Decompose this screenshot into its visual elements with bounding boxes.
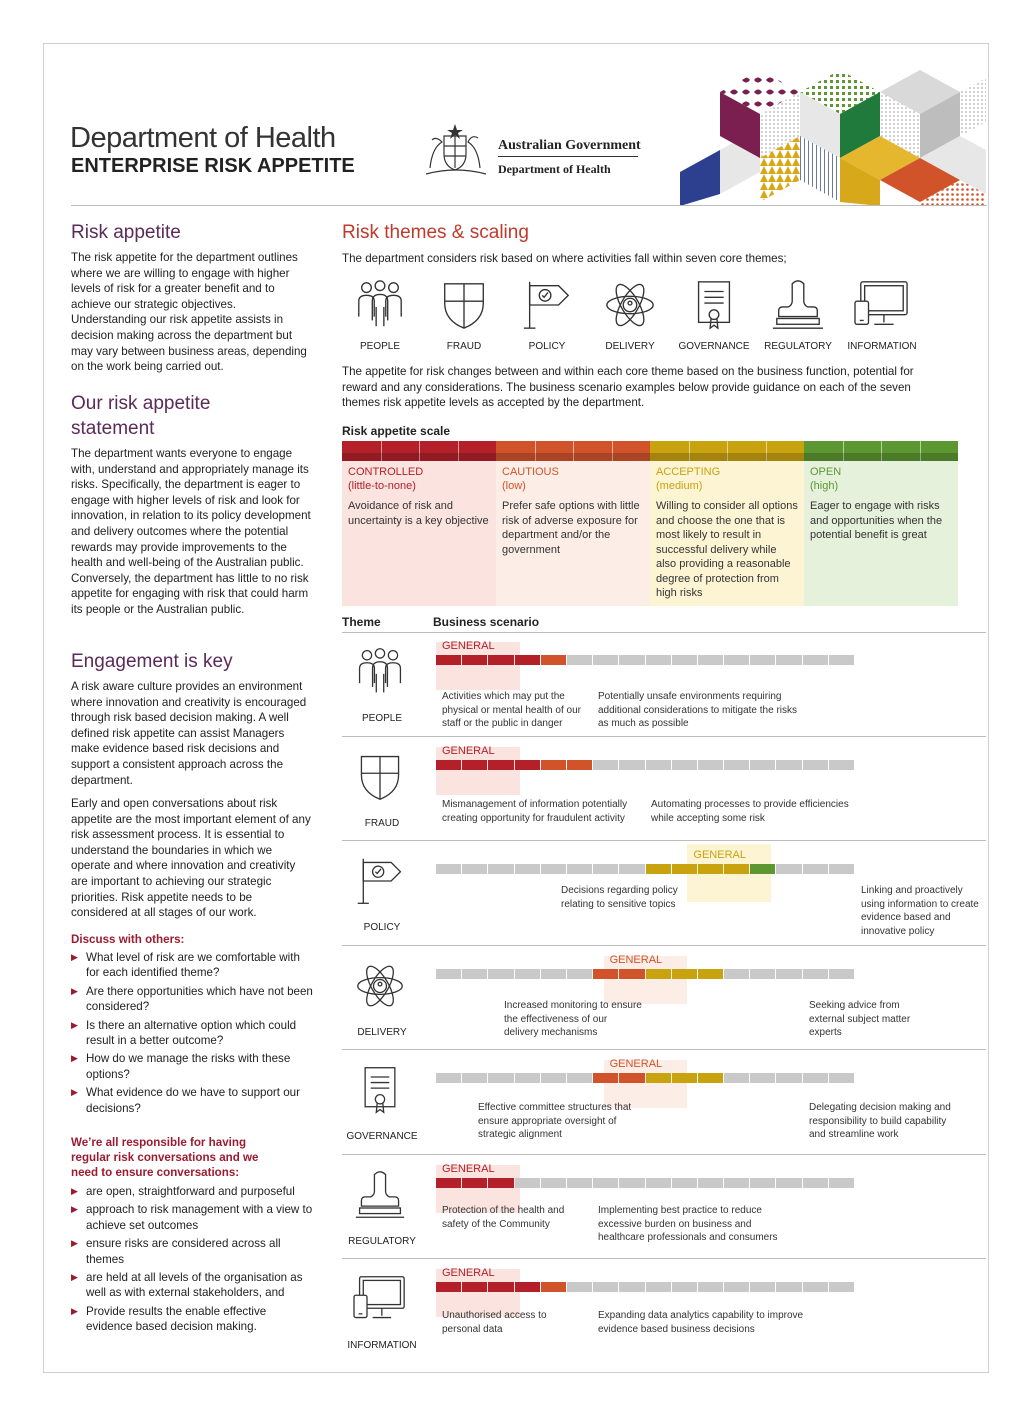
bar-segment bbox=[750, 760, 775, 770]
general-label: GENERAL bbox=[609, 953, 663, 966]
bar-segment bbox=[698, 1282, 723, 1292]
bar-segment bbox=[593, 655, 618, 665]
bar-segment bbox=[829, 969, 854, 979]
bar-segment bbox=[724, 655, 749, 665]
row-divider bbox=[342, 945, 986, 946]
bar-segment bbox=[488, 1282, 513, 1292]
bar-segment bbox=[567, 969, 592, 979]
scale-level-degree: (little-to-none) bbox=[348, 480, 416, 492]
bar-segment bbox=[698, 655, 723, 665]
bar-segment bbox=[646, 760, 671, 770]
people-icon bbox=[350, 278, 410, 332]
shield-icon bbox=[434, 278, 494, 332]
list-item: ▶ are held at all levels of the organisation as well as with external stakeholders, and bbox=[71, 1270, 315, 1301]
scale-bar-controlled bbox=[342, 441, 496, 461]
bar-segment bbox=[750, 655, 775, 665]
bar-segment bbox=[567, 1073, 592, 1083]
theme-label: PEOPLE bbox=[361, 713, 403, 724]
scale-title: Risk appetite scale bbox=[342, 424, 451, 438]
scenario-note: Seeking advice from external subject matter experts bbox=[809, 1000, 911, 1038]
bar-segment bbox=[515, 1282, 540, 1292]
bar-segment bbox=[541, 655, 566, 665]
scale-level-description: Eager to engage with risks and opportunities when the potential benefit is great bbox=[810, 500, 943, 541]
government-department: Department of Health bbox=[498, 162, 611, 176]
bar-segment bbox=[724, 1073, 749, 1083]
discuss-title: Discuss with others: bbox=[71, 933, 185, 946]
scenario-bar bbox=[436, 655, 855, 665]
bar-segment bbox=[619, 969, 644, 979]
bar-segment bbox=[462, 1178, 487, 1188]
scenario-note: Increased monitoring to ensure the effectiveness of our delivery mechanisms bbox=[504, 1000, 642, 1038]
bar-segment bbox=[776, 864, 801, 874]
bar-segment bbox=[515, 1073, 540, 1083]
bar-segment bbox=[829, 1282, 854, 1292]
people-icon bbox=[352, 646, 408, 698]
scale-bar-shade bbox=[496, 453, 650, 461]
bar-segment bbox=[672, 1073, 697, 1083]
scale-level-name: OPEN bbox=[810, 466, 842, 478]
list-item: ▶ approach to risk management with a view to achieve set outcomes bbox=[71, 1202, 315, 1233]
devices-icon bbox=[352, 1273, 408, 1325]
page-title: Department of Health bbox=[70, 122, 336, 154]
theme-label: FRAUD bbox=[446, 341, 482, 352]
list-item: ▶ ensure risks are considered across all themes bbox=[71, 1236, 315, 1267]
scenario-bar bbox=[436, 760, 855, 770]
bar-segment bbox=[829, 1178, 854, 1188]
theme-column-header: Theme bbox=[342, 615, 381, 629]
scenario-note: Effective committee structures that ensure appropriate oversight of strategic alignment bbox=[478, 1102, 632, 1140]
bar-segment bbox=[776, 760, 801, 770]
list-item: ▶ What level of risk are we comfortable with for each identified theme? bbox=[71, 950, 315, 981]
bar-segment bbox=[803, 760, 828, 770]
bar-segment bbox=[462, 655, 487, 665]
scenario-note: Linking and proactively using information to create evidence based and innovative policy bbox=[861, 885, 979, 937]
bar-segment bbox=[488, 864, 513, 874]
bar-segment bbox=[724, 1282, 749, 1292]
bar-segment bbox=[436, 655, 461, 665]
list-item: ▶ are open, straightforward and purposeful bbox=[71, 1184, 315, 1199]
bar-segment bbox=[462, 760, 487, 770]
bar-segment bbox=[593, 1073, 618, 1083]
bar-segment bbox=[646, 864, 671, 874]
bar-segment bbox=[593, 969, 618, 979]
theme-label: PEOPLE bbox=[359, 341, 401, 352]
bar-segment bbox=[515, 969, 540, 979]
bar-segment bbox=[436, 864, 461, 874]
statement-title-line-1: Our risk appetite bbox=[71, 393, 211, 414]
bar-segment bbox=[488, 655, 513, 665]
themes-intro: The department considers risk based on where activities fall within seven core themes; bbox=[342, 252, 787, 265]
bar-segment bbox=[698, 760, 723, 770]
bar-segment bbox=[593, 1282, 618, 1292]
bar-segment bbox=[436, 1178, 461, 1188]
theme-label: FRAUD bbox=[364, 817, 400, 829]
scenario-bar bbox=[436, 864, 855, 874]
bar-segment bbox=[488, 1073, 513, 1083]
bar-segment bbox=[462, 1282, 487, 1292]
bar-segment bbox=[750, 1178, 775, 1188]
bar-segment bbox=[567, 1282, 592, 1292]
bar-segment bbox=[646, 1178, 671, 1188]
scale-bar-shade bbox=[804, 453, 958, 461]
general-label: GENERAL bbox=[442, 744, 495, 757]
bar-segment bbox=[672, 1282, 697, 1292]
theme-label: DELIVERY bbox=[605, 341, 655, 352]
certificate-icon bbox=[352, 1064, 408, 1116]
bar-segment bbox=[541, 1282, 566, 1292]
themes-title: Risk themes & scaling bbox=[342, 222, 529, 243]
scenario-bar bbox=[436, 1282, 855, 1292]
bar-segment bbox=[724, 864, 749, 874]
scenario-note: Unauthorised access to personal data bbox=[442, 1310, 547, 1335]
bar-segment bbox=[698, 864, 723, 874]
bar-segment bbox=[803, 969, 828, 979]
scale-level-degree: (medium) bbox=[656, 480, 703, 492]
theme-label: REGULATORY bbox=[764, 341, 832, 352]
bar-segment bbox=[672, 655, 697, 665]
bar-segment bbox=[750, 969, 775, 979]
scale-level-degree: (high) bbox=[810, 480, 839, 492]
list-item: ▶ What evidence do we have to support our decisions? bbox=[71, 1085, 315, 1116]
theme-label: POLICY bbox=[363, 922, 401, 933]
bar-segment bbox=[803, 1178, 828, 1188]
theme-label: REGULATORY bbox=[348, 1235, 416, 1247]
bar-segment bbox=[567, 864, 592, 874]
scale-column-controlled bbox=[342, 461, 496, 606]
stamp-icon bbox=[768, 278, 828, 332]
row-divider bbox=[342, 736, 986, 737]
bar-segment bbox=[803, 864, 828, 874]
bar-segment bbox=[619, 760, 644, 770]
bar-segment bbox=[541, 1178, 566, 1188]
bar-segment bbox=[436, 760, 461, 770]
atom-icon bbox=[352, 960, 408, 1012]
list-item: ▶ How do we manage the risks with these options? bbox=[71, 1051, 315, 1082]
bar-segment bbox=[619, 655, 644, 665]
stamp-icon bbox=[352, 1169, 408, 1221]
certificate-icon bbox=[684, 278, 744, 332]
scenario-note: Activities which may put the physical or mental health of our staff or the public in danger bbox=[442, 691, 581, 729]
list-item: ▶ Is there an alternative option which could result in a better outcome? bbox=[71, 1018, 315, 1049]
bar-segment bbox=[672, 1178, 697, 1188]
bar-segment bbox=[724, 1178, 749, 1188]
general-label: GENERAL bbox=[442, 1267, 495, 1279]
bar-segment bbox=[619, 1073, 644, 1083]
bar-segment bbox=[436, 1282, 461, 1292]
bar-segment bbox=[515, 760, 540, 770]
scale-level-name: CONTROLLED bbox=[348, 466, 424, 478]
bar-segment bbox=[515, 1178, 540, 1188]
bar-segment bbox=[462, 969, 487, 979]
devices-icon bbox=[852, 278, 912, 332]
bar-segment bbox=[541, 864, 566, 874]
bar-segment bbox=[829, 864, 854, 874]
responsible-list bbox=[71, 1184, 315, 1338]
bar-segment bbox=[776, 655, 801, 665]
bar-segment bbox=[541, 760, 566, 770]
bar-segment bbox=[619, 1178, 644, 1188]
header-divider-line bbox=[342, 632, 986, 633]
bar-segment bbox=[776, 969, 801, 979]
scenario-note: Mismanagement of information potentially creating opportunity for fraudulent activity bbox=[442, 799, 628, 824]
bar-segment bbox=[567, 655, 592, 665]
theme-label: INFORMATION bbox=[847, 341, 917, 352]
row-divider bbox=[342, 1049, 986, 1050]
page-subtitle: ENTERPRISE RISK APPETITE bbox=[71, 155, 355, 177]
scale-level-degree: (low) bbox=[502, 480, 526, 492]
list-item: ▶ Provide results the enable effective evidence based decision making. bbox=[71, 1304, 315, 1335]
list-item: ▶ Are there opportunities which have not been considered? bbox=[71, 984, 315, 1015]
scenario-bar bbox=[436, 969, 855, 979]
scenario-note: Protection of the health and safety of the Community bbox=[442, 1205, 565, 1230]
scenario-note: Delegating decision making and responsibility to build capability and streamline work bbox=[809, 1102, 951, 1140]
scale-level-description: Avoidance of risk and uncertainty is a key objective bbox=[348, 500, 489, 527]
bar-segment bbox=[515, 655, 540, 665]
bar-segment bbox=[462, 864, 487, 874]
bar-segment bbox=[646, 1073, 671, 1083]
scenario-bar bbox=[436, 1073, 855, 1083]
header-divider bbox=[71, 205, 987, 206]
bar-segment bbox=[488, 1178, 513, 1188]
scale-column-open bbox=[804, 461, 958, 606]
government-divider bbox=[498, 156, 638, 157]
scale-bar-accepting bbox=[650, 441, 804, 461]
government-name: Australian Government bbox=[498, 138, 641, 153]
flag-icon bbox=[352, 855, 408, 907]
bar-segment bbox=[724, 969, 749, 979]
theme-label: GOVERNANCE bbox=[346, 1131, 418, 1142]
bar-segment bbox=[750, 864, 775, 874]
general-label: GENERAL bbox=[693, 849, 746, 861]
scenario-column-header: Business scenario bbox=[433, 615, 540, 629]
scale-level-description: Willing to consider all options and choose the one that is most likely to result in successful delivery while also providing a reasonable degree of protection from high risks bbox=[656, 500, 798, 599]
bar-segment bbox=[646, 969, 671, 979]
statement-body: The department wants everyone to engage with, understand and appropriately manage its risks. Specifically, the department is eager to engage with higher levels of risk and look for innovation, in relation to its policy development and delivery outcomes where the potential rewards may provide improvements to the health and well-being of the Australian public. Conversely, the department has little to no risk appetite for engaging with risk that could harm its people or the Australian public. bbox=[71, 447, 311, 616]
bar-segment bbox=[776, 1178, 801, 1188]
general-label: GENERAL bbox=[609, 1058, 663, 1070]
bar-segment bbox=[672, 969, 697, 979]
scale-bar-open bbox=[804, 441, 958, 461]
bar-segment bbox=[750, 1073, 775, 1083]
bar-segment bbox=[829, 1073, 854, 1083]
general-label: GENERAL bbox=[442, 1162, 495, 1175]
bar-segment bbox=[541, 1073, 566, 1083]
bar-segment bbox=[776, 1073, 801, 1083]
scale-bar-cautious bbox=[496, 441, 650, 461]
bar-segment bbox=[488, 969, 513, 979]
theme-label: DELIVERY bbox=[357, 1026, 407, 1038]
engagement-body-2: Early and open conversations about risk appetite are the most important element of any risk assessment process. It is essential to understand the boundaries in which we operate and where innovation and creativity are important to achieving our strategic priorities. Risk appetite needs to be considered at all stages of our work. bbox=[71, 797, 311, 920]
bar-segment bbox=[803, 1282, 828, 1292]
scale-bar-shade bbox=[650, 453, 804, 461]
scale-column-cautious bbox=[496, 461, 650, 606]
bar-segment bbox=[750, 1282, 775, 1292]
themes-body: The appetite for risk changes between and within each core theme based on the business function, potential for reward and any considerations. The business scenario examples below provide guidance on each of the seven themes risk appetite levels as accepted by the department. bbox=[342, 365, 914, 410]
shield-icon bbox=[352, 751, 408, 803]
bar-segment bbox=[567, 760, 592, 770]
scale-level-description: Prefer safe options with little risk of adverse exposure for department and/or the government bbox=[502, 500, 640, 556]
bar-segment bbox=[646, 1282, 671, 1292]
row-divider bbox=[342, 840, 986, 841]
general-label: GENERAL bbox=[442, 640, 495, 652]
coat-of-arms-icon bbox=[420, 122, 492, 180]
bar-segment bbox=[462, 1073, 487, 1083]
risk-appetite-body: The risk appetite for the department outlines where we are willing to engage with higher levels of risk for a greater benefit and to achieve our strategic objectives. Understanding our risk appetite assists in decision making across the department but may vary between business areas, depending on the work being carried out. bbox=[71, 251, 307, 374]
bar-segment bbox=[541, 969, 566, 979]
bar-segment bbox=[567, 1178, 592, 1188]
flag-icon bbox=[517, 278, 577, 332]
scale-level-name: CAUTIOUS bbox=[502, 466, 559, 478]
bar-segment bbox=[488, 760, 513, 770]
bar-segment bbox=[776, 1282, 801, 1292]
risk-appetite-title: Risk appetite bbox=[71, 222, 181, 243]
decorative-cube-pattern bbox=[680, 62, 986, 206]
scale-column-accepting bbox=[650, 461, 804, 606]
scenario-note: Decisions regarding policy relating to sensitive topics bbox=[561, 885, 678, 910]
bar-segment bbox=[698, 1073, 723, 1083]
scenario-note: Potentially unsafe environments requiring additional considerations to mitigate the risks as much as possible bbox=[598, 691, 797, 729]
statement-title-line-2: statement bbox=[71, 418, 155, 439]
row-divider bbox=[342, 1258, 986, 1259]
bar-segment bbox=[803, 655, 828, 665]
bar-segment bbox=[829, 655, 854, 665]
responsible-title: We’re all responsible for having regular risk conversations and we need to ensure conversations: bbox=[71, 1136, 259, 1179]
bar-segment bbox=[724, 760, 749, 770]
bar-segment bbox=[593, 864, 618, 874]
theme-label: INFORMATION bbox=[347, 1340, 417, 1351]
bar-segment bbox=[829, 760, 854, 770]
theme-label: GOVERNANCE bbox=[678, 341, 750, 352]
scale-level-name: ACCEPTING bbox=[656, 466, 721, 478]
scenario-bar bbox=[436, 1178, 855, 1188]
row-divider bbox=[342, 1154, 986, 1155]
bar-segment bbox=[646, 655, 671, 665]
scenario-note: Implementing best practice to reduce excessive burden on business and healthcare professionals and consumers bbox=[598, 1205, 778, 1243]
discuss-list bbox=[71, 950, 315, 1119]
scale-bar-shade bbox=[342, 453, 496, 461]
bar-segment bbox=[619, 864, 644, 874]
bar-segment bbox=[803, 1073, 828, 1083]
scenario-note: Expanding data analytics capability to improve evidence based business decisions bbox=[598, 1310, 804, 1335]
bar-segment bbox=[619, 1282, 644, 1292]
engagement-body-1: A risk aware culture provides an environment where innovation and creativity is encouraged through risk based decision making. A well defined risk appetite can assist Managers make evidence based risk decisions and support a consistent approach across the department. bbox=[71, 680, 307, 787]
theme-label: POLICY bbox=[528, 341, 566, 352]
bar-segment bbox=[698, 969, 723, 979]
bar-segment bbox=[593, 760, 618, 770]
engagement-title: Engagement is key bbox=[71, 651, 233, 672]
bar-segment bbox=[672, 864, 697, 874]
scenario-note: Automating processes to provide efficiencies while accepting some risk bbox=[651, 799, 849, 824]
bar-segment bbox=[672, 760, 697, 770]
bar-segment bbox=[698, 1178, 723, 1188]
atom-icon bbox=[600, 278, 660, 332]
bar-segment bbox=[436, 1073, 461, 1083]
bar-segment bbox=[593, 1178, 618, 1188]
bar-segment bbox=[515, 864, 540, 874]
bar-segment bbox=[436, 969, 461, 979]
